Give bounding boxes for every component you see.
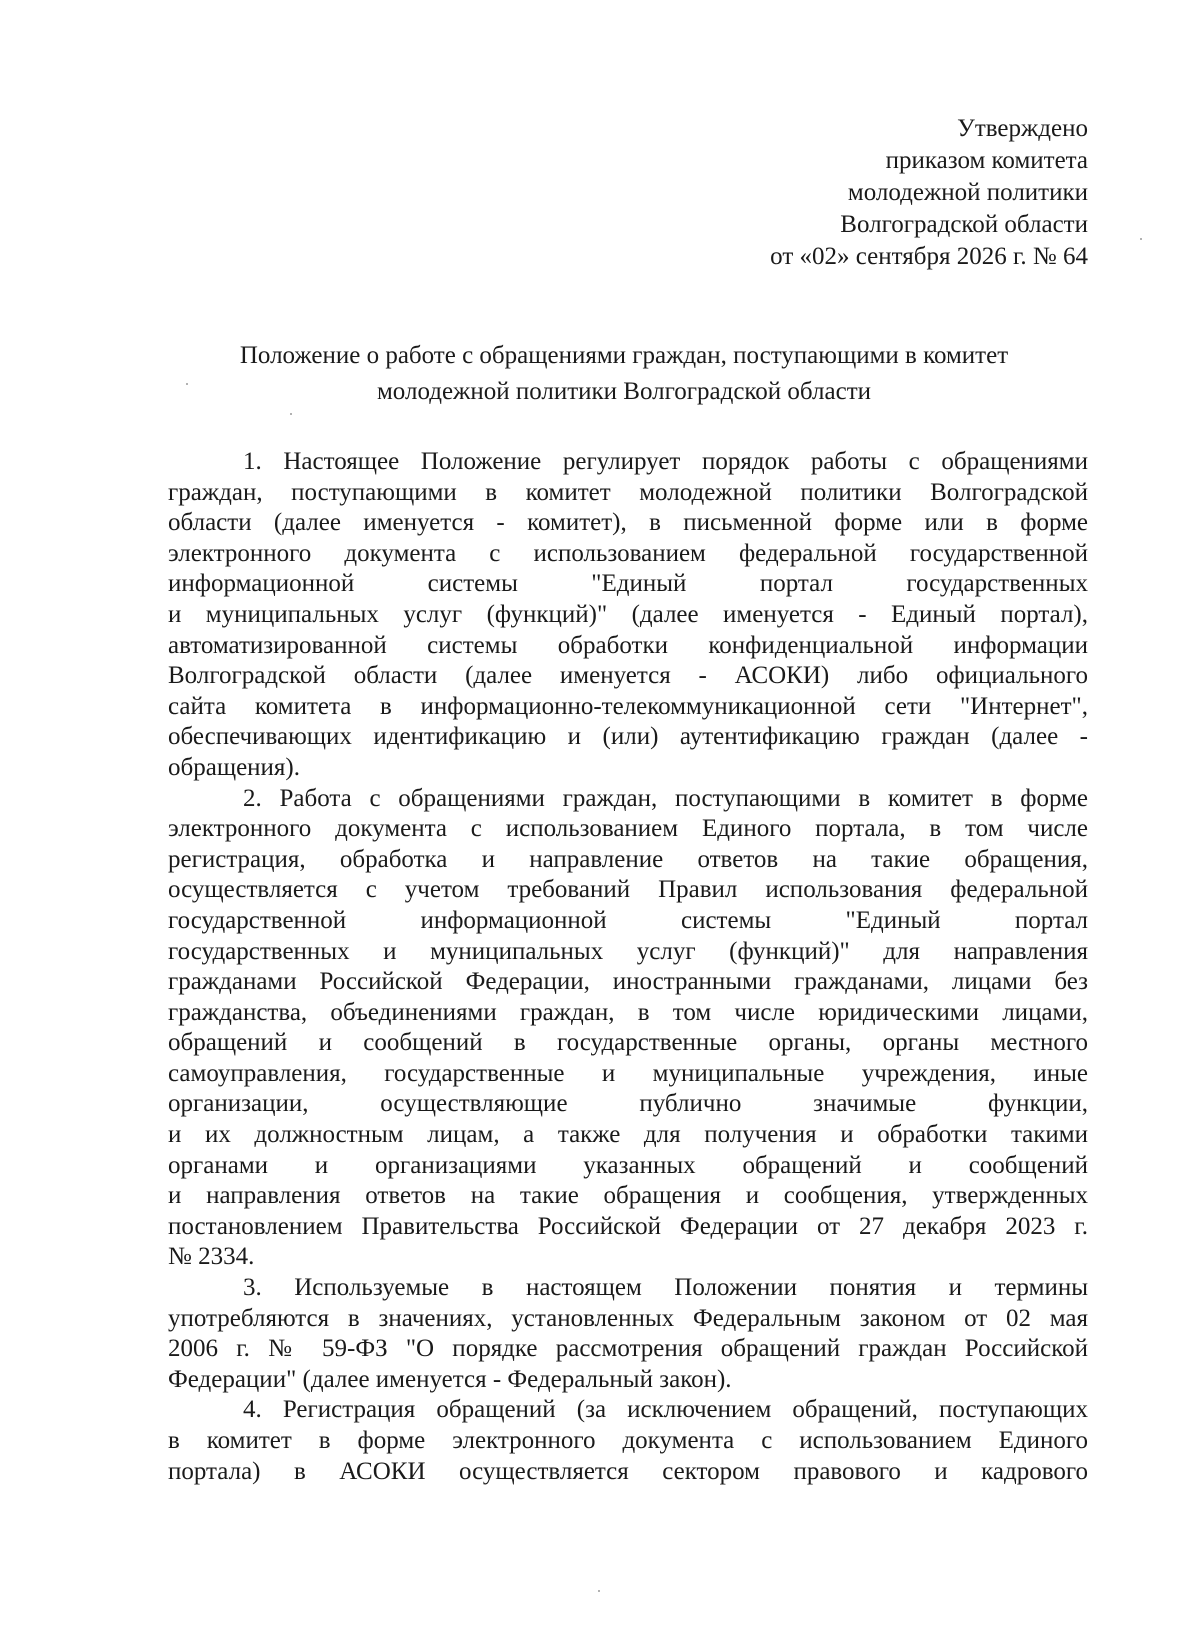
text-line: государственной информационной системы "Единый портал <box>168 906 1088 934</box>
text-line: Федерации" (далее именуется - Федеральный закон). <box>168 1365 732 1393</box>
text-line: обеспечивающих идентификацию и (или) аутентификацию граждан (далее - <box>168 723 1088 751</box>
text-line: 2006 г. № 59-ФЗ "О порядке рассмотрения обращений граждан Российской <box>168 1335 1088 1363</box>
text-line: обращения). <box>168 753 300 781</box>
text-line: электронного документа с использованием Единого портала, в том числе <box>168 815 1088 843</box>
text-line: портала) в АСОКИ осуществляется сектором правового и кадрового <box>168 1457 1088 1485</box>
paragraph-1 <box>168 447 1088 784</box>
scan-speck <box>598 1590 600 1592</box>
title-line: молодежной политики Волгоградской области <box>376 378 872 405</box>
text-line: организации, осуществляющие публично значимые функции, <box>168 1090 1088 1118</box>
text-line: регистрация, обработка и направление ответов на такие обращения, <box>168 845 1088 873</box>
approval-line: от «02» сентября 2026 г. № 64 <box>770 243 1088 270</box>
approval-line: приказом комитета <box>885 147 1088 174</box>
text-line: сайта комитета в информационно-телекоммуникационной сети "Интернет", <box>168 692 1088 720</box>
text-line: самоуправления, государственные и муниципальные учреждения, иные <box>168 1059 1088 1087</box>
text-line: 3. Используемые в настоящем Положении понятия и термины <box>243 1274 1088 1302</box>
text-line: граждан, поступающими в комитет молодежной политики Волгоградской <box>168 478 1088 506</box>
paragraph-2 <box>168 784 1088 1274</box>
text-line: 4. Регистрация обращений (за исключением обращений, поступающих <box>243 1396 1088 1424</box>
text-line: органами и организациями указанных обращений и сообщений <box>168 1151 1088 1179</box>
text-line: гражданства, объединениями граждан, в том числе юридическими лицами, <box>168 998 1088 1026</box>
approval-line: молодежной политики <box>847 179 1088 206</box>
text-line: информационной системы "Единый портал государственных <box>168 570 1088 598</box>
text-line: области (далее именуется - комитет), в письменной форме или в форме <box>168 509 1088 537</box>
text-line: в комитет в форме электронного документа с использованием Единого <box>168 1427 1088 1454</box>
text-line: электронного документа с использованием федеральной государственной <box>168 539 1088 567</box>
title-line: Положение о работе с обращениями граждан, поступающими в комитет <box>239 342 1009 369</box>
scan-speck <box>1140 238 1142 240</box>
paragraph-4 <box>168 1395 1088 1487</box>
text-line: постановлением Правительства Российской Федерации от 27 декабря 2023 г. <box>168 1212 1088 1240</box>
document-body <box>168 447 1088 1487</box>
scan-speck <box>290 413 292 415</box>
document-title <box>160 338 1088 410</box>
text-line: 2. Работа с обращениями граждан, поступающими в комитет в форме <box>243 784 1088 812</box>
text-line: и направления ответов на такие обращения и сообщения, утвержденных <box>168 1182 1088 1210</box>
scan-speck <box>186 383 188 385</box>
text-line: и их должностным лицам, а также для получения и обработки такими <box>168 1121 1088 1149</box>
text-line: обращений и сообщений в государственные органы, органы местного <box>168 1029 1088 1057</box>
text-line: гражданами Российской Федерации, иностранными гражданами, лицами без <box>168 968 1088 996</box>
approval-stamp <box>770 113 1088 273</box>
text-line: 1. Настоящее Положение регулирует порядок работы с обращениями <box>243 448 1088 475</box>
approval-line: Волгоградской области <box>840 211 1088 238</box>
paragraph-3 <box>168 1273 1088 1395</box>
text-line: осуществляется с учетом требований Правил использования федеральной <box>168 876 1088 904</box>
text-line: государственных и муниципальных услуг (функций)" для направления <box>168 937 1088 965</box>
text-line: и муниципальных услуг (функций)" (далее именуется - Единый портал), <box>168 600 1088 628</box>
text-line: № 2334. <box>168 1243 255 1271</box>
text-line: автоматизированной системы обработки конфиденциальной информации <box>168 631 1088 659</box>
text-line: Волгоградской области (далее именуется - АСОКИ) либо официального <box>168 662 1088 690</box>
approval-line: Утверждено <box>957 115 1088 142</box>
text-line: употребляются в значениях, установленных Федеральным законом от 02 мая <box>168 1304 1088 1332</box>
